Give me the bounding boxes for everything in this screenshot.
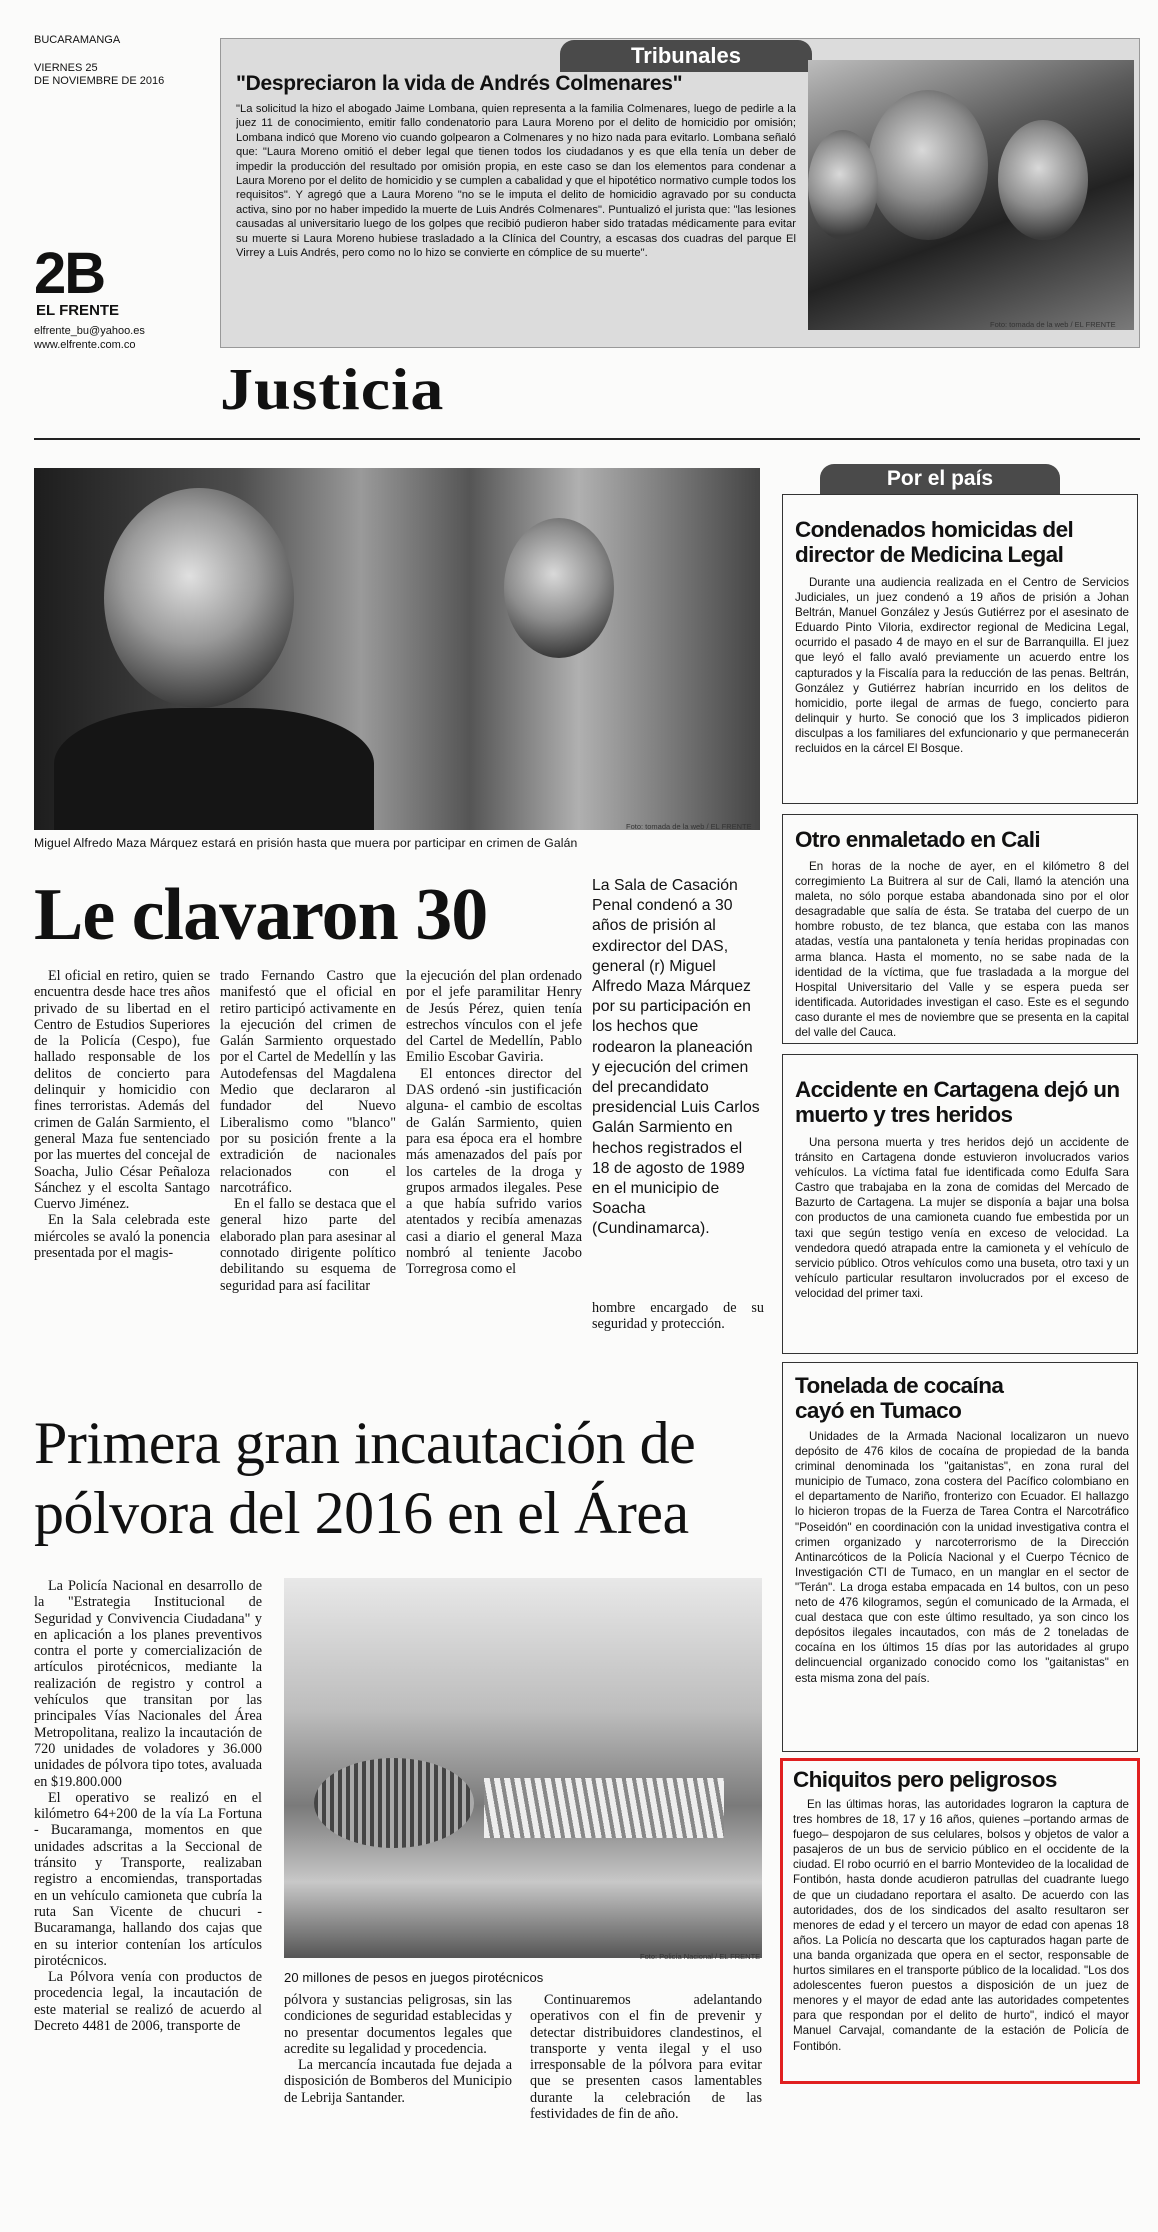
page-number: 2B	[34, 241, 105, 306]
sidebar-tag: Por el país	[820, 464, 1060, 494]
main-headline: Le clavaron 30	[34, 874, 488, 956]
main-col2-para: trado Fernando Castro que manifestó que el oficial en retiro participó activamente en la ejecución del crimen de Galán Sarmiento orquestado por el Cartel de Medellín y las Autodefensas del Magdalena Medio que declararon al fundador del Nuevo Liberalismo como "blanco" por su posición frente a la extradición de nacionales relacionados con el narcotráfico.	[220, 968, 396, 1196]
second-col1-para-c: La Pólvora venía con productos de procedencia legal, la incautación de este material se realizó de acuerdo al Decreto 4481 de 2006, transporte de	[34, 1969, 262, 2035]
sidebar-story-2	[782, 814, 1138, 1044]
section-rule	[34, 438, 1140, 440]
main-column-1	[34, 968, 210, 1261]
second-col2-para-b: La mercancía incautada fue dejada a disposición de Bomberos del Municipio de Lebrija Santander.	[284, 2057, 512, 2106]
second-photo	[284, 1578, 762, 1958]
second-col1-para-b: El operativo se realizó en el kilómetro 64+200 de la vía La Fortuna - Bucaramanga, momentos en que unidades adscritas a la Seccional de tránsito y Transporte, realizaban registro a encomiendas, transportadas en un vehículo camioneta que cubría la ruta San Vicente de chucuri - Bucaramanga, hallando dos cajas que en su interior contenían los artículos pirotécnicos.	[34, 1789, 262, 1969]
main-col3-para-b: El entonces director del DAS ordenó -sin justificación alguna- el cambio de escoltas de Galán Sarmiento, quien para esa época era el hombre más amenazados del país por los carteles de la droga y grupos armados ilegales. Pese a que había sufrido varios atentados y recibía amenazas casi a diario el general Maza nombró al teniente Jacobo Torregrosa como el	[406, 1065, 582, 1278]
second-column-1	[34, 1578, 262, 2034]
main-col1-para: El oficial en retiro, quien se encuentra desde hace tres años privado de su libertad en el Centro de Estudios Superiores de la Policía (Cespo), fue hallado responsable de los delitos de concierto para delinquir y homicidio con fines terroristas. Además del crimen de Galán Sarmiento, el general Maza fue sentenciado por las muertes del concejal de Soacha, Julio César Peñaloza Sánchez y el escolta Santago Cuervo Jiménez.	[34, 968, 210, 1213]
tribunales-tag: Tribunales	[560, 40, 812, 72]
masthead-web: www.elfrente.com.co	[34, 339, 136, 351]
sidebar-story-body: Durante una audiencia realizada en el Centro de Servicios Judiciales, un juez condenó a 19 años de prisión a Johan Beltrán, Manuel González y Jesús Gutiérrez por el asesinato de Eduardo Pinto Viloria, exdirector regional de Medicina Legal, ocurrido el pasado 4 de mayo en el sur de Barranquilla. El juez que leyó el fallo avaló previamente un acuerdo entre los capturados y la Fiscalía para la reducción de las penas. Beltrán, González y Gutiérrez habrían incurrido en los delitos de homicidio, porte ilegal de armas de fuego, concierto para delinquir y hurto. Se conoció que los 3 implicados pidieron disculpas a los familiares del exfuncionario y que permanecerán recluidos en la cárcel El Bosque.	[795, 576, 1129, 756]
masthead-email: elfrente_bu@yahoo.es	[34, 325, 145, 337]
main-col1-para-b: En la Sala celebrada este miércoles se avaló la ponencia presentada por el magis-	[34, 1212, 210, 1262]
main-photo	[34, 468, 760, 830]
tribunales-photo-credit: Foto: tomada de la web / EL FRENTE	[990, 320, 1116, 329]
main-column-3	[406, 968, 582, 1278]
sidebar-story-body: En horas de la noche de ayer, en el kilómetro 8 del corregimiento La Buitrera al sur de Cali, llamó la atención una maleta, no sólo porque estaba abandonada sino por el olor desagradable que salía de ésta. Se trataba del cuerpo de un hombre robusto, de tez blanca, que estaba con las manos atadas, vestía una pantaloneta y tenía heridas propinadas con arma blanca. Hasta el momento, no se sabe nada de la identidad de la víctima, que fue trasladada a la morgue del Hospital Universitario del Valle y se espera pueda ser identificada. Autoridades investigan el caso. Este es el segundo caso durante el mes de noviembre que se presenta en la capital del valle del Cauca.	[795, 860, 1129, 1040]
masthead-day: VIERNES 25	[34, 62, 98, 74]
tribunales-body: "La solicitud la hizo el abogado Jaime Lombana, quien representa a la familia Colmenares, luego de pedirle a la juez 11 de conocimiento, emitir fallo condenatorio para Laura Moreno por el delito de homicidio por omisión; Lombana indicó que Moreno vio cuando golpearon a Colmenares y no hizo nada para evitarlo. Lombana señaló que: "Laura Moreno omitió el deber legal que tienen todos los ciudadanos y es que ella tenía un deber de impedir la producción del resultado por omisión propia, en este caso se dan los elementos para condenar a Laura Moreno por el delito de homicidio y se cumplen a cabalidad y que el hipotético normativo cumple todos los requisitos". Y agregó que a Laura Moreno "no se le imputa el delito de homicidio agravado por su conducta activa, sino por no haber impedido la muerte de Luis Andrés Colmenares". Puntualizó el jurista que: "las lesiones causadas al universitario luego de los golpes que recibió pudieron haber sido tratadas médicamente para evitar su muerte si Laura Moreno hubiese trasladado a la Clínica del Country, a escasas dos cuadras del parque El Virrey a Luis Andrés, pero como no lo hizo se convierte en cómplice de su muerte".	[236, 103, 796, 260]
masthead-date: DE NOVIEMBRE DE 2016	[34, 75, 165, 87]
sidebar-story-title: Condenados homicidas del director de Medicina Legal	[795, 517, 1074, 567]
second-photo-caption: 20 millones de pesos en juegos pirotécnicos	[284, 1970, 544, 1985]
sidebar-story-body: Unidades de la Armada Nacional localizaron un nuevo depósito de 476 kilos de cocaína de propiedad de la banda criminal denominada los "gaitanistas", en zona rural del municipio de Tumaco, zona costera del Pacífico colombiano en el departamento de Nariño, fronterizo con Ecuador. El hallazgo lo hicieron tropas de la Fuerza de Tarea Contra el Narcotráfico "Poseidón" en coordinación con la unidad investigativa contra el crimen organizado y narcoterrorismo de la Dirección Antinarcóticos de la Policía Nacional y el Cuerpo Técnico de Investigación CTI de Tumaco, en un manglar en el sector de "Terán". La droga estaba empacada en 14 bultos, con un peso neto de 476 kilogramos, según el comunicado de la Armada, el cual destaca que con este último resultado, ya son cinco los depósitos ilegales incautados, con más de 2 toneladas de cocaína en los últimos 15 días por las autoridades al grupo delincuencial organizado conocido como los "gaitanistas" en esta misma zona del país.	[795, 1430, 1129, 1685]
main-col2-para-b: En el fallo se destaca que el general hizo parte del elaborado plan para asesinar al connotado dirigente político debilitando su esquema de seguridad para así facilitar	[220, 1196, 396, 1294]
second-col1-para: La Policía Nacional en desarrollo de la "Estrategia Institucional de Seguridad y Convivencia Ciudadana" y en aplicación a los planes preventivos contra el porte y comercialización de artículos pirotécnicos, mediante la realización de registro y control a vehículos que transitan por las principales Vías Nacionales del Área Metropolitana, realizo la incautación de 720 unidades de voladores y 36.000 unidades de pólvora tipo totes, avaluada en $19.800.000	[34, 1578, 262, 1790]
main-col3-para: la ejecución del plan ordenado por el jefe paramilitar Henry de Jesús Pérez, quien tenía estrechos vínculos con el jefe del Cartel de Medellín, Pablo Emilio Escobar Gaviria.	[406, 968, 582, 1066]
main-column-2	[220, 968, 396, 1294]
sidebar-story-4	[782, 1362, 1138, 1752]
section-title: Justicia	[220, 356, 445, 423]
sidebar-story-3	[782, 1054, 1138, 1354]
sidebar-story-title: Chiquitos pero peligrosos	[793, 1767, 1057, 1792]
sidebar-story-body: Una persona muerta y tres heridos dejó un accidente de tránsito en Cartagena donde estuvieron involucrados varios vehículos. La víctima fatal fue identificada como Edulfa Sara Castro que trabajaba en la zona de comidas del Mercado de Bazurto de Cartagena. La mujer se disponía a bajar una bolsa con productos de una camioneta cuando fue embestida por un taxi que según testigo venía en exceso de velocidad. La vendedora quedó atrapada entre la camioneta y el vehículo de servicio público. Otros vehículos como una buseta, otro taxi y un vehículo particular resultaron involucrados por el exceso de velocidad del primer taxi.	[795, 1136, 1129, 1300]
second-column-2	[284, 1992, 512, 2106]
second-col3-para: Continuaremos adelantando operativos con el fin de prevenir y detectar distribuidores clandestinos, el transporte y venta ilegal y el uso irresponsable de la pólvora para evitar que se presenten casos lamentables durante la celebración de las festividades de fin de año.	[530, 1992, 762, 2123]
tribunales-photo	[808, 60, 1134, 330]
sidebar-story-body: En las últimas horas, las autoridades lograron la captura de tres hombres de 18, 17 y 16 años, quienes –portando armas de fuego– despojaron de sus celulares, bolsos y objetos de valor a pasajeros de un bus de servicio público en el occidente de la ciudad. El robo ocurrió en el barrio Montevideo de la localidad de Fontibón, hasta donde acudieron patrullas del cuadrante luego de que un ciudadano reportara el asalto. De acuerdo con las autoridades, dos de los sindicados del asalto resultaron ser menores de edad y el tercero un mayor de edad con apenas 18 años. La Policía no descarta que los capturados hagan parte de una banda organizada que opera en el sector, responsable de hurtos similares en el transporte público de la localidad. "Los dos adolescentes fueron puestos a disposición de un juez de menores y el mayor de edad ante las autoridades competentes para que respondan por el delito de hurto", indicó el mayor Manuel Carvajal, comandante de la estación de Policía de Fontibón.	[793, 1798, 1129, 2053]
second-photo-credit: Foto: Policía Nacional / EL FRENTE	[640, 1952, 761, 1961]
masthead-city: BUCARAMANGA	[34, 34, 121, 46]
second-headline: Primera gran incautación de pólvora del 2016 en el Área	[34, 1410, 696, 1546]
sidebar-story-1	[782, 494, 1138, 804]
sidebar-story-title: Otro enmaletado en Cali	[795, 827, 1041, 852]
sidebar-story-title: Tonelada de cocaína cayó en Tumaco	[795, 1373, 1004, 1423]
main-photo-credit: Foto: tomada de la web / EL FRENTE	[626, 822, 752, 831]
main-col4-para: hombre encargado de su seguridad y protección.	[592, 1300, 764, 1333]
main-lead: La Sala de Casación Penal condenó a 30 años de prisión al exdirector del DAS, general (r) Miguel Alfredo Maza Márquez por su participación en los hechos que rodearon la planeación y ejecución del crimen del precandidato presidencial Luis Carlos Galán Sarmiento en hechos registrados el 18 de agosto de 1989 en el municipio de Soacha (Cundinamarca).	[592, 877, 760, 1238]
second-column-3	[530, 1992, 762, 2122]
main-photo-caption: Miguel Alfredo Maza Márquez estará en prisión hasta que muera por participar en crimen de Galán	[34, 836, 578, 850]
main-column-4	[592, 1300, 764, 1333]
sidebar-story-title: Accidente en Cartagena dejó un muerto y tres heridos	[795, 1077, 1120, 1127]
sidebar-story-5-highlighted	[780, 1758, 1140, 2084]
paper-name: EL FRENTE	[36, 302, 120, 319]
second-col2-para: pólvora y sustancias peligrosas, sin las condiciones de seguridad establecidas y no presentar documentos legales que acredite su legalidad y procedencia.	[284, 1992, 512, 2057]
tribunales-title: "Despreciaron la vida de Andrés Colmenares"	[236, 72, 683, 95]
